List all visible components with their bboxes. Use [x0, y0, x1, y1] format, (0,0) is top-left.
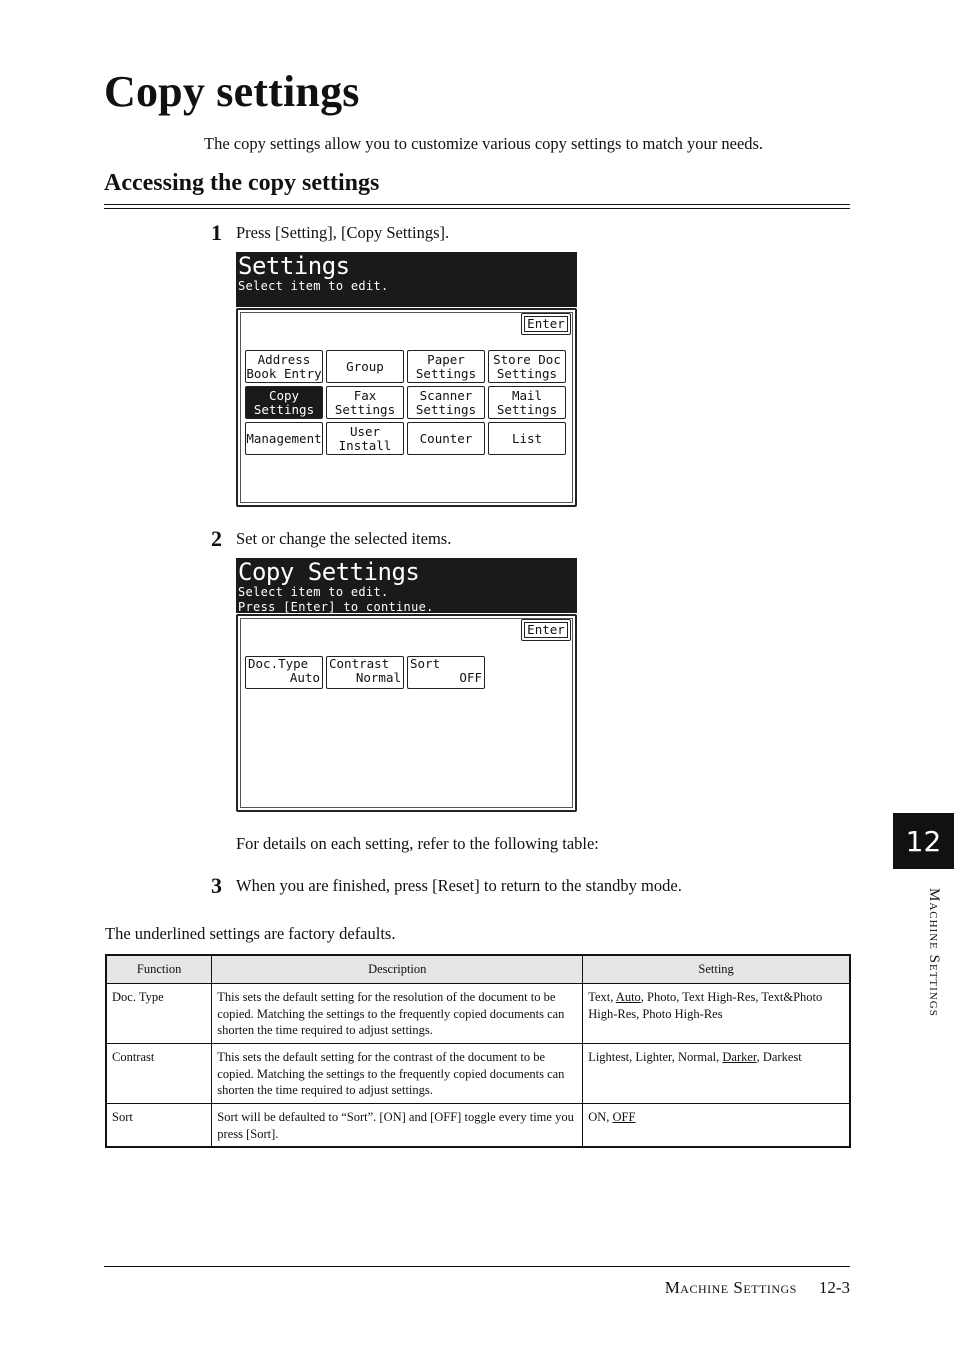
- scanner-settings-button[interactable]: Scanner Settings: [407, 386, 485, 419]
- step-3-number: 3: [211, 873, 222, 898]
- intro-text: The copy settings allow you to customize various copy settings to match your needs.: [204, 134, 764, 153]
- table-reference-note: For details on each setting, refer to the following table:: [236, 834, 599, 853]
- sort-button[interactable]: [407, 656, 485, 689]
- step-1-text: Press [Setting], [Copy Settings].: [236, 223, 450, 242]
- page-number: 12-3: [818, 1278, 850, 1297]
- contrast-button[interactable]: [326, 656, 404, 689]
- sort-value: OFF: [459, 670, 482, 685]
- step-1-number: 1: [211, 220, 222, 245]
- step-2-number: 2: [211, 526, 222, 551]
- user-install-button[interactable]: User Install: [326, 422, 404, 455]
- enter-button[interactable]: Enter: [521, 313, 571, 335]
- contrast-label: Contrast: [329, 656, 390, 671]
- setting-text: , Darkest: [756, 1050, 802, 1064]
- setting-text: , Photo, Text High-Res, Text&Photo High-Res, Photo High-Res: [588, 990, 823, 1021]
- section-rule-top: [104, 204, 850, 205]
- description-cell: This sets the default setting for the resolution of the document to be copied. Matching the settings to the frequently copied documents can shorten the time required to adjust settings.: [212, 984, 583, 1044]
- header-description: Description: [212, 955, 583, 984]
- contrast-value: Normal: [355, 670, 401, 685]
- doc-type-value: Auto: [289, 670, 320, 685]
- defaults-note: The underlined settings are factory defaults.: [105, 924, 396, 943]
- settings-screen-instruction: Select item to edit.: [238, 279, 389, 293]
- function-cell: Doc. Type: [106, 984, 212, 1044]
- sort-label: Sort: [410, 656, 441, 671]
- function-cell: Sort: [106, 1104, 212, 1148]
- default-setting: Darker: [722, 1050, 757, 1064]
- chapter-tab: 12: [893, 813, 954, 869]
- footer: [665, 1278, 850, 1298]
- copy-settings-screen-title: Copy Settings: [238, 558, 420, 586]
- settings-screen-title: Settings: [238, 252, 350, 280]
- enter-button[interactable]: Enter: [521, 619, 571, 641]
- counter-button[interactable]: Counter: [407, 422, 485, 455]
- setting-cell: [583, 1104, 850, 1148]
- setting-cell: [583, 984, 850, 1044]
- setting-text: ON,: [588, 1110, 613, 1124]
- description-cell: Sort will be defaulted to “Sort”. [ON] and [OFF] toggle every time you press [Sort].: [212, 1104, 583, 1148]
- setting-cell: [583, 1044, 850, 1104]
- copy-settings-screen-instruction: Select item to edit.: [238, 585, 389, 599]
- settings-screen: [236, 252, 577, 508]
- setting-text: Text,: [588, 990, 616, 1004]
- chapter-side-label: Machine Settings: [926, 888, 942, 1017]
- table-row: [106, 1104, 850, 1148]
- step-2-text: Set or change the selected items.: [236, 529, 452, 548]
- step-3-text: When you are finished, press [Reset] to return to the standby mode.: [236, 876, 682, 895]
- header-setting: Setting: [583, 955, 850, 984]
- table-header-row: [106, 955, 850, 984]
- section-rule-bottom: [104, 208, 850, 209]
- copy-settings-screen-continue: Press [Enter] to continue.: [238, 600, 434, 614]
- setting-text: Lightest, Lighter, Normal,: [588, 1050, 723, 1064]
- store-doc-settings-button[interactable]: Store Doc Settings: [488, 350, 566, 383]
- settings-table: [105, 954, 851, 1148]
- header-function: Function: [106, 955, 212, 984]
- description-cell: This sets the default setting for the contrast of the document to be copied. Matching the settings to the frequently copied documents can shorten the time required to adjust settings.: [212, 1044, 583, 1104]
- group-button[interactable]: Group: [326, 350, 404, 383]
- fax-settings-button[interactable]: Fax Settings: [326, 386, 404, 419]
- copy-settings-screen-body: [236, 614, 577, 812]
- function-cell: Contrast: [106, 1044, 212, 1104]
- default-setting: Auto: [615, 990, 641, 1004]
- copy-settings-screen: [236, 558, 577, 813]
- page-title: Copy settings: [104, 67, 360, 116]
- doc-type-label: Doc.Type: [248, 656, 309, 671]
- table-row: [106, 984, 850, 1044]
- settings-screen-header: [236, 252, 577, 307]
- copy-settings-button[interactable]: Copy Settings: [245, 386, 323, 419]
- doc-type-button[interactable]: [245, 656, 323, 689]
- footer-section: Machine Settings: [664, 1278, 797, 1297]
- management-button[interactable]: Management: [245, 422, 323, 455]
- settings-screen-body: [236, 308, 577, 507]
- default-setting: OFF: [612, 1110, 636, 1124]
- address-book-entry-button[interactable]: Address Book Entry: [245, 350, 323, 383]
- footer-rule: [104, 1266, 850, 1267]
- copy-settings-screen-header: [236, 558, 577, 613]
- mail-settings-button[interactable]: Mail Settings: [488, 386, 566, 419]
- section-title: Accessing the copy settings: [104, 170, 380, 196]
- list-button[interactable]: List: [488, 422, 566, 455]
- paper-settings-button[interactable]: Paper Settings: [407, 350, 485, 383]
- table-row: [106, 1044, 850, 1104]
